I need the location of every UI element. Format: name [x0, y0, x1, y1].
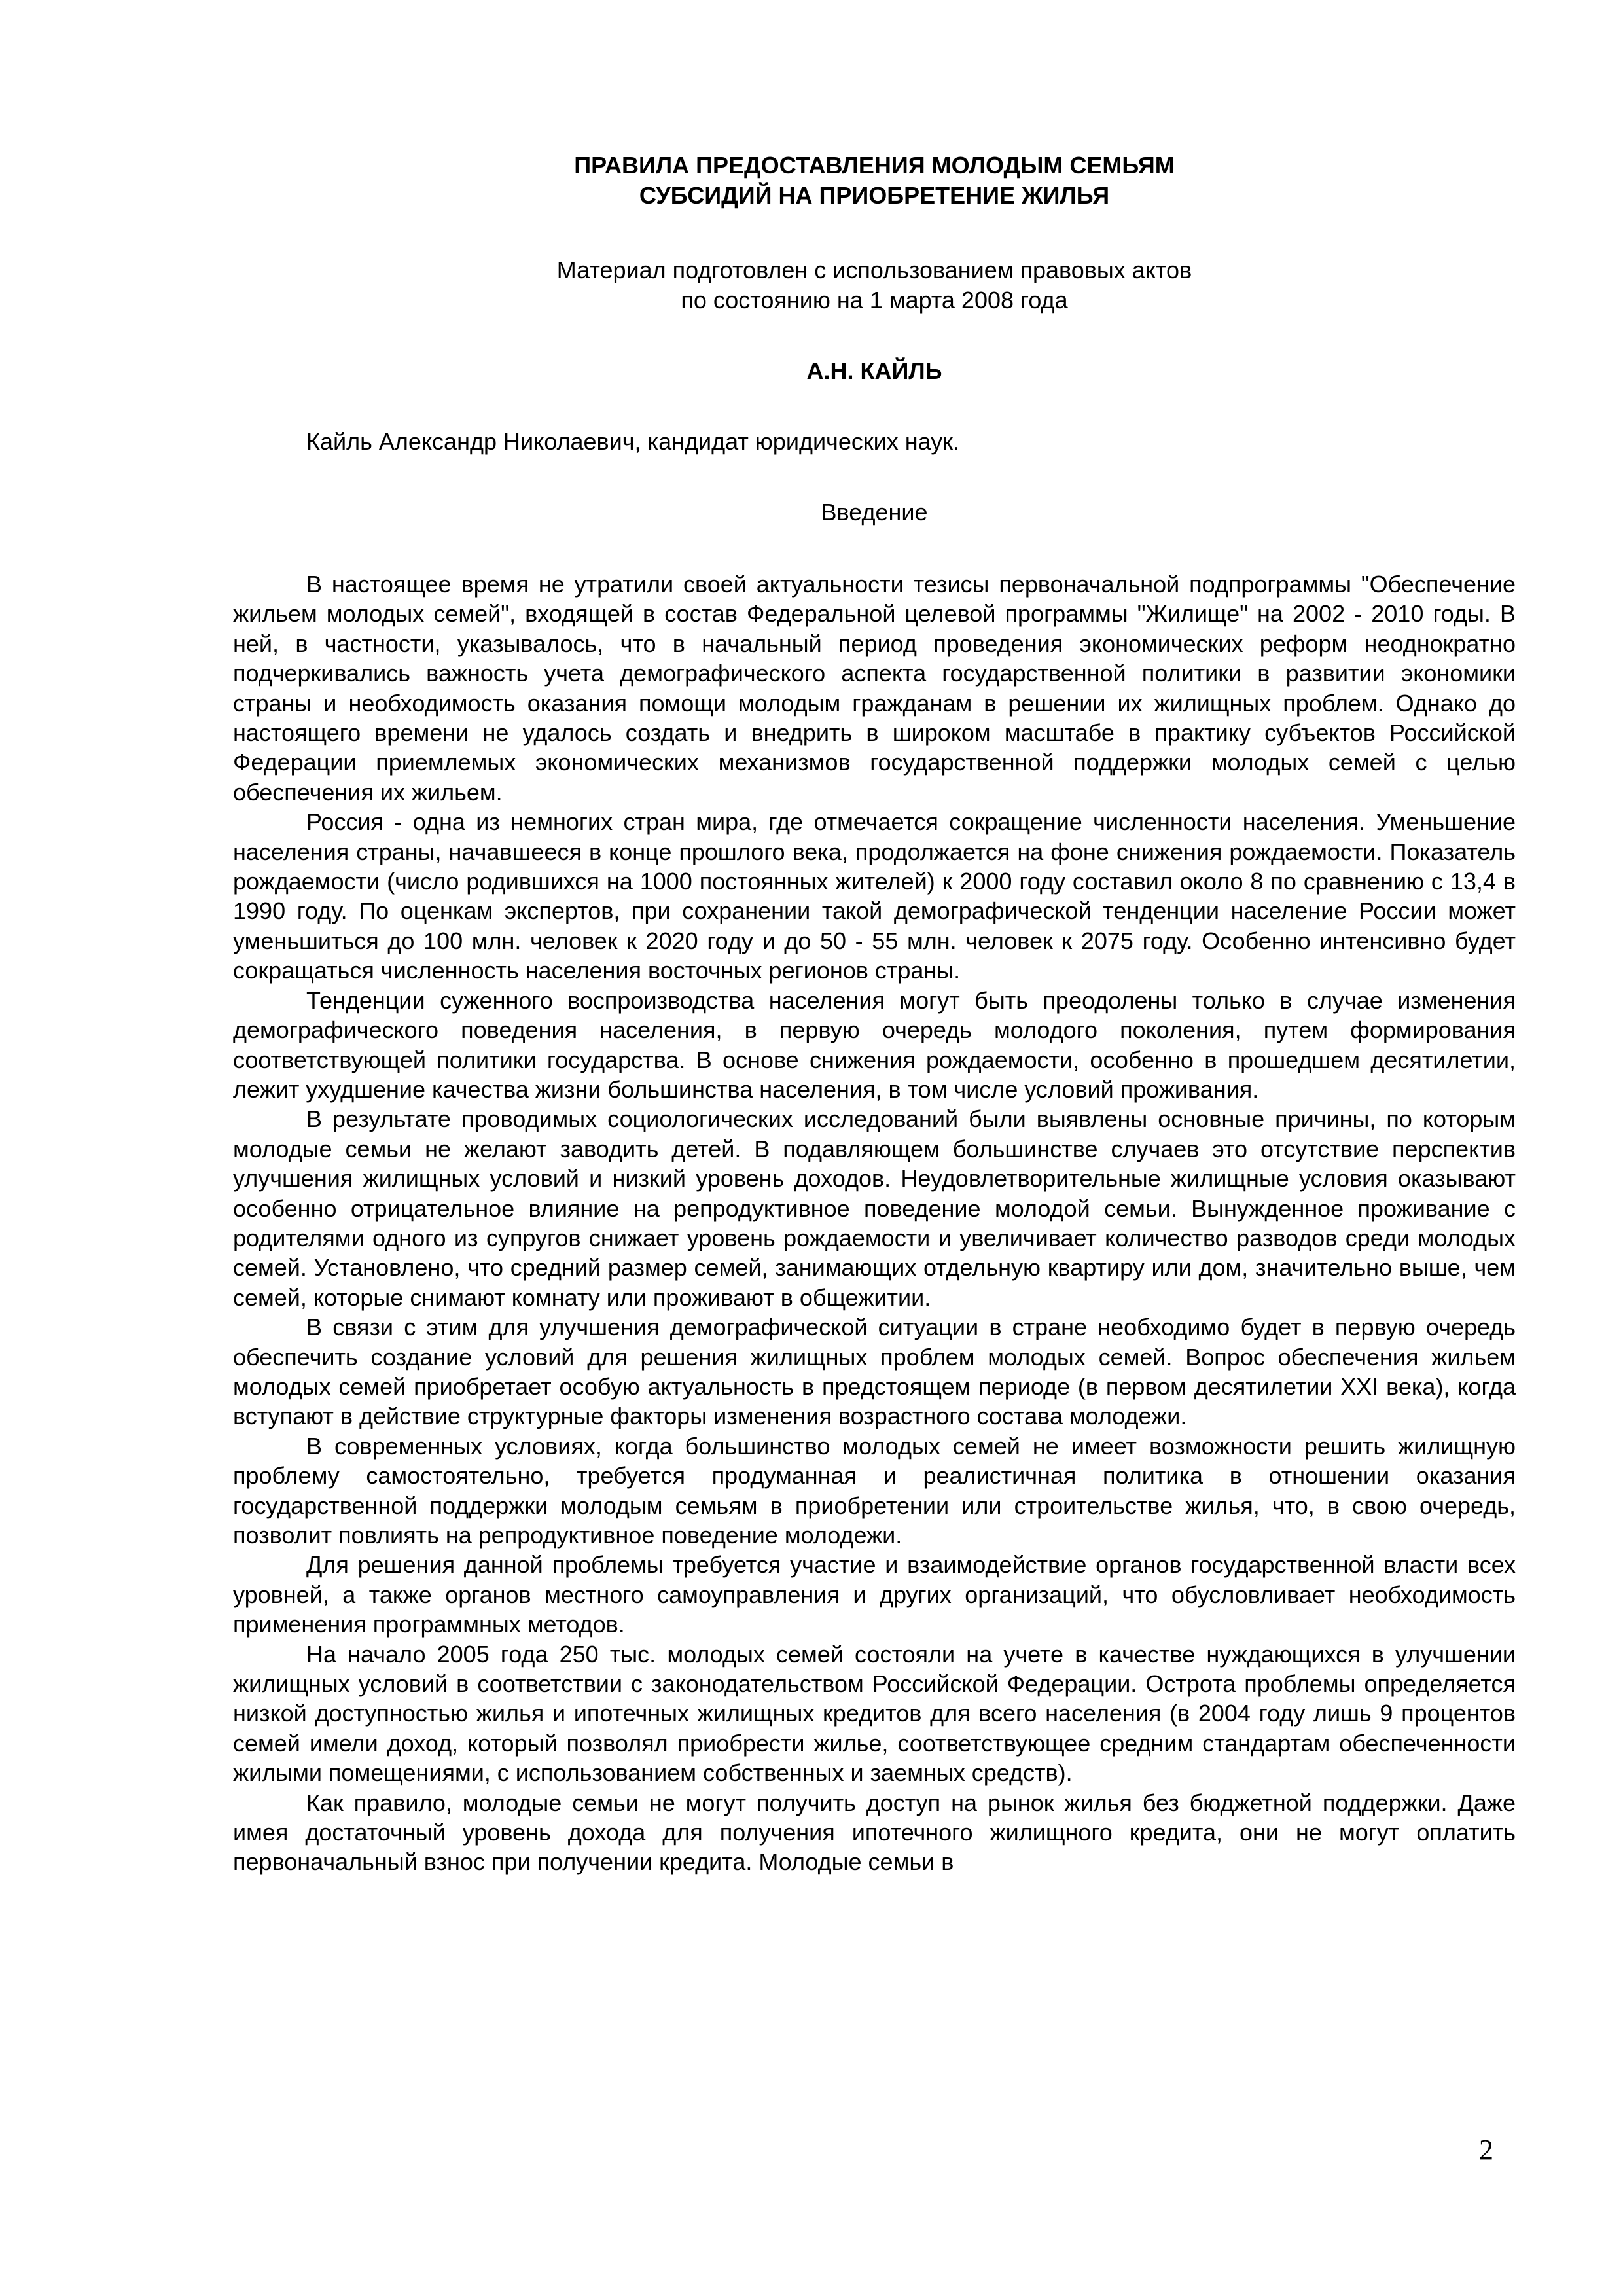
paragraph: В связи с этим для улучшения демографической ситуации в стране необходимо будет в первую очередь обеспечить создание условий для решения жилищных проблем молодых семей. Вопрос обеспечения жильем молодых семей приобретает особую актуальность в предстоящем периоде (в первом десятилетии XXI века), когда вступают в действие структурные факторы изменения возрастного состава молодежи.: [233, 1314, 1516, 1430]
subtitle-line-1: Материал подготовлен с использованием правовых актов: [556, 257, 1192, 283]
subtitle-line-2: по состоянию на 1 марта 2008 года: [681, 287, 1068, 314]
author-name: А.Н. КАЙЛЬ: [806, 357, 942, 384]
document-title: [233, 151, 1516, 211]
paragraph: Россия - одна из немногих стран мира, где отмечается сокращение численности населения. Уменьшение населения страны, начавшееся в конце прошлого века, продолжается на фоне снижения рождаемости. Показатель рождаемости (число родившихся на 1000 постоянных жителей) к 2000 году составил около 8 по сравнению с 13,4 в 1990 году. По оценкам экспертов, при сохранении такой демографической тенденции население России может уменьшиться до 100 млн. человек к 2020 году и до 50 - 55 млн. человек к 2075 году. Особенно интенсивно будет сокращаться численность населения восточных регионов страны.: [233, 808, 1516, 984]
section-heading: Введение: [821, 499, 928, 526]
paragraph: В настоящее время не утратили своей актуальности тезисы первоначальной подпрограммы "Обеспечение жильем молодых семей", входящей в состав Федеральной целевой программы "Жилище" на 2002 - 2010 годы. В ней, в частности, указывалось, что в начальный период проведения экономических реформ неоднократно подчеркивались важность учета демографического аспекта государственной политики в развитии экономики страны и необходимость оказания помощи молодым гражданам в решении их жилищных проблем. Однако до настоящего времени не удалось создать и внедрить в широком масштабе в практику субъектов Российской Федерации приемлемых экономических механизмов государственной поддержки молодых семей с целью обеспечения их жильем.: [233, 571, 1516, 806]
page-number: 2: [1479, 2134, 1493, 2166]
paragraph: Для решения данной проблемы требуется участие и взаимодействие органов государственной власти всех уровней, а также органов местного самоуправления и других организаций, что обусловливает необходимость применения программных методов.: [233, 1551, 1516, 1638]
document-subtitle: [233, 255, 1516, 315]
body-text: [233, 569, 1516, 1877]
paragraph: На начало 2005 года 250 тыс. молодых семей состояли на учете в качестве нуждающихся в улучшении жилищных условий в соответствии с законодательством Российской Федерации. Острота проблемы определяется низкой доступностью жилья и ипотечных жилищных кредитов для всего населения (в 2004 году лишь 9 процентов семей имели доход, который позволял приобрести жилье, соответствующее средним стандартам обеспеченности жилыми помещениями, с использованием собственных и заемных средств).: [233, 1640, 1516, 1787]
title-line-2: СУБСИДИЙ НА ПРИОБРЕТЕНИЕ ЖИЛЬЯ: [639, 182, 1110, 209]
document-page: [233, 151, 1516, 1877]
paragraph: В результате проводимых социологических исследований были выявлены основные причины, по которым молодые семьи не желают заводить детей. В подавляющем большинстве случаев это отсутствие перспектив улучшения жилищных условий и низкий уровень доходов. Неудовлетворительные жилищные условия оказывают особенно отрицательное влияние на репродуктивное поведение молодой семьи. Вынужденное проживание с родителями одного из супругов снижает уровень рождаемости и увеличивает количество разводов среди молодых семей. Установлено, что средний размер семей, занимающих отдельную квартиру или дом, значительно выше, чем семей, которые снимают комнату или проживают в общежитии.: [233, 1105, 1516, 1311]
author-info: Кайль Александр Николаевич, кандидат юридических наук.: [306, 428, 959, 455]
title-line-1: ПРАВИЛА ПРЕДОСТАВЛЕНИЯ МОЛОДЫМ СЕМЬЯМ: [574, 152, 1175, 179]
paragraph: В современных условиях, когда большинство молодых семей не имеет возможности решить жилищную проблему самостоятельно, требуется продуманная и реалистичная политика в отношении оказания государственной поддержки молодым семьям в приобретении или строительстве жилья, что, в свою очередь, позволит повлиять на репродуктивное поведение молодежи.: [233, 1432, 1516, 1549]
paragraph: Тенденции суженного воспроизводства населения могут быть преодолены только в случае изменения демографического поведения населения, в первую очередь молодого поколения, путем формирования соответствующей политики государства. В основе снижения рождаемости, особенно в прошедшем десятилетии, лежит ухудшение качества жизни большинства населения, в том числе условий проживания.: [233, 986, 1516, 1103]
paragraph: Как правило, молодые семьи не могут получить доступ на рынок жилья без бюджетной поддержки. Даже имея достаточный уровень дохода для получения ипотечного жилищного кредита, они не могут оплатить первоначальный взнос при получении кредита. Молодые семьи в: [233, 1789, 1516, 1876]
